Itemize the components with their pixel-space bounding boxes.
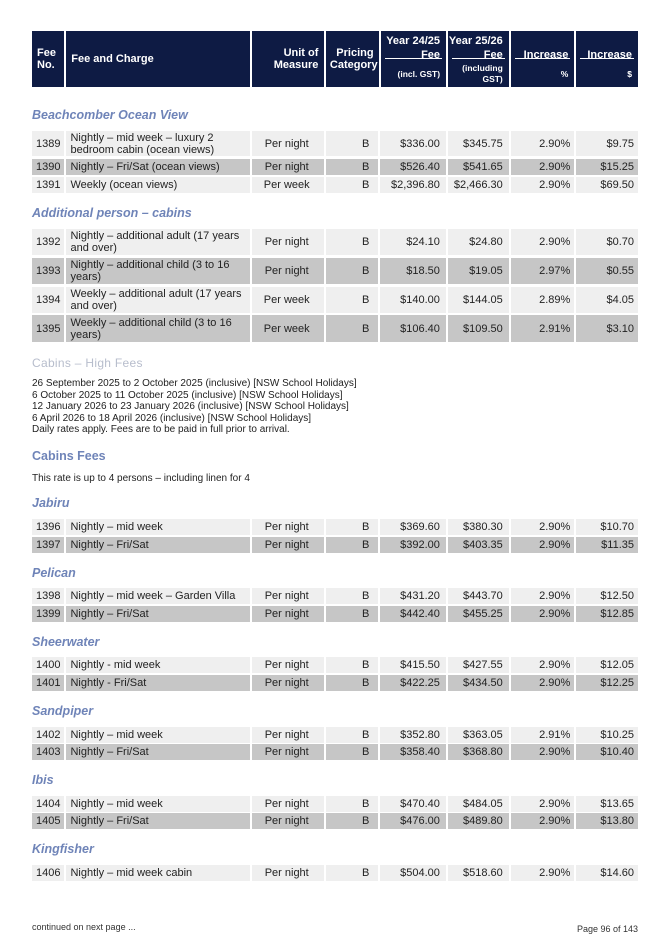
increase-dollar-cell: $69.50 bbox=[576, 177, 638, 193]
header-pricing-line2: Category bbox=[329, 59, 378, 71]
pricing-category-cell: B bbox=[326, 287, 379, 313]
pricing-category-cell: B bbox=[326, 177, 379, 193]
fee-2526-cell: $403.35 bbox=[448, 537, 509, 553]
header-y2425-sub: (incl. GST) bbox=[397, 69, 441, 79]
pricing-category-cell: B bbox=[326, 796, 379, 812]
table-row bbox=[32, 537, 638, 553]
fee-description-cell: Nightly – Fri/Sat bbox=[66, 606, 249, 622]
increase-pct-cell: 2.90% bbox=[511, 588, 575, 604]
pricing-category-cell: B bbox=[326, 813, 379, 829]
fee-2425-cell: $106.40 bbox=[380, 315, 446, 342]
table-row bbox=[32, 258, 638, 284]
fee-2425-cell: $358.40 bbox=[380, 744, 446, 760]
pricing-category-cell: B bbox=[326, 744, 379, 760]
fee-2425-cell: $422.25 bbox=[380, 675, 446, 691]
fee-no-cell: 1405 bbox=[32, 813, 64, 829]
increase-dollar-cell: $4.05 bbox=[576, 287, 638, 313]
increase-dollar-cell: $15.25 bbox=[576, 159, 638, 175]
fee-description-cell: Nightly – Fri/Sat (ocean views) bbox=[66, 159, 249, 175]
fee-2526-cell: $144.05 bbox=[448, 287, 509, 313]
continued-note: continued on next page ... bbox=[32, 922, 136, 932]
increase-pct-cell: 2.89% bbox=[511, 287, 575, 313]
header-y2526-mid: Fee bbox=[483, 49, 503, 61]
high-fees-line: 26 September 2025 to 2 October 2025 (inclusive) [NSW School Holidays] bbox=[32, 378, 357, 389]
fee-description-cell: Nightly – mid week bbox=[66, 796, 249, 812]
increase-dollar-cell: $11.35 bbox=[576, 537, 638, 553]
increase-pct-cell: 2.90% bbox=[511, 519, 575, 535]
section-sheerwater: Sheerwater bbox=[32, 635, 100, 649]
fee-no-cell: 1406 bbox=[32, 865, 64, 881]
increase-pct-cell: 2.90% bbox=[511, 657, 575, 673]
fee-no-cell: 1393 bbox=[32, 258, 64, 284]
fee-2425-cell: $476.00 bbox=[380, 813, 446, 829]
fee-2526-cell: $427.55 bbox=[448, 657, 509, 673]
increase-dollar-cell: $10.25 bbox=[576, 727, 638, 743]
fee-2425-cell: $392.00 bbox=[380, 537, 446, 553]
fee-description-cell: Nightly – mid week bbox=[66, 727, 249, 743]
fee-description-cell: Nightly – additional adult (17 years and over) bbox=[66, 229, 249, 255]
increase-dollar-cell: $3.10 bbox=[576, 315, 638, 342]
increase-dollar-cell: $10.70 bbox=[576, 519, 638, 535]
high-fees-line: 6 October 2025 to 11 October 2025 (inclusive) [NSW School Holidays] bbox=[32, 389, 343, 401]
header-y2425-top: Year 24/25 bbox=[386, 35, 441, 47]
high-fees-line: 6 April 2026 to 18 April 2026 (inclusive) [NSW School Holidays] bbox=[32, 412, 312, 424]
increase-pct-cell: 2.90% bbox=[511, 675, 575, 691]
fee-no-cell: 1389 bbox=[32, 131, 64, 156]
fee-2425-cell: $415.50 bbox=[380, 657, 446, 673]
fee-2425-cell: $526.40 bbox=[380, 159, 446, 175]
increase-dollar-cell: $13.65 bbox=[576, 796, 638, 812]
table-header bbox=[32, 31, 638, 87]
header-inc-dol-sub: $ bbox=[627, 69, 632, 79]
pricing-category-cell: B bbox=[326, 258, 379, 284]
pricing-category-cell: B bbox=[326, 131, 379, 156]
header-fee-no-line2: No. bbox=[37, 59, 55, 71]
increase-pct-cell: 2.90% bbox=[511, 159, 575, 175]
unit-cell: Per week bbox=[252, 287, 324, 313]
table-row bbox=[32, 588, 638, 604]
pricing-category-cell: B bbox=[326, 229, 379, 255]
increase-pct-cell: 2.90% bbox=[511, 229, 575, 255]
header-increase-pct bbox=[511, 31, 575, 87]
header-unit-line1: Unit of bbox=[283, 47, 319, 59]
unit-cell: Per night bbox=[252, 131, 324, 156]
fee-2526-cell: $345.75 bbox=[448, 131, 509, 156]
unit-cell: Per night bbox=[252, 865, 324, 881]
fee-2425-cell: $431.20 bbox=[380, 588, 446, 604]
header-increase-dollar bbox=[576, 31, 638, 87]
fee-description-cell: Nightly – mid week – Garden Villa bbox=[66, 588, 249, 604]
fee-2425-cell: $18.50 bbox=[380, 258, 446, 284]
unit-cell: Per week bbox=[252, 177, 324, 193]
unit-cell: Per night bbox=[252, 675, 324, 691]
header-fee-and-charge bbox=[66, 31, 250, 87]
fee-2526-cell: $455.25 bbox=[448, 606, 509, 622]
fee-description-cell: Nightly - mid week bbox=[66, 657, 249, 673]
table-row bbox=[32, 727, 638, 743]
section-ibis: Ibis bbox=[32, 773, 54, 787]
header-pricing bbox=[326, 31, 378, 87]
fee-no-cell: 1403 bbox=[32, 744, 64, 760]
increase-pct-cell: 2.90% bbox=[511, 865, 575, 881]
high-fees-line: 12 January 2026 to 23 January 2026 (inclusive) [NSW School Holidays] bbox=[32, 401, 349, 412]
fee-no-cell: 1390 bbox=[32, 159, 64, 175]
fee-no-cell: 1404 bbox=[32, 796, 64, 812]
fee-2526-cell: $19.05 bbox=[448, 258, 509, 284]
header-inc-pct-sub: % bbox=[560, 69, 569, 79]
increase-dollar-cell: $0.70 bbox=[576, 229, 638, 255]
unit-cell: Per night bbox=[252, 537, 324, 553]
fee-description-cell: Nightly – Fri/Sat bbox=[66, 744, 249, 760]
cabins-fees-note: This rate is up to 4 persons – including linen for 4 bbox=[32, 473, 250, 484]
pricing-category-cell: B bbox=[326, 865, 379, 881]
fee-description-cell: Weekly – additional adult (17 years and over) bbox=[66, 287, 249, 313]
fee-description-cell: Nightly – additional child (3 to 16 years) bbox=[66, 258, 249, 284]
increase-pct-cell: 2.90% bbox=[511, 537, 575, 553]
page-number: Page 96 of 143 bbox=[576, 924, 638, 934]
fee-description-cell: Nightly – mid week bbox=[66, 519, 249, 535]
section-additional-person: Additional person – cabins bbox=[32, 206, 192, 220]
fee-2425-cell: $336.00 bbox=[380, 131, 446, 156]
header-unit-line2: Measure bbox=[273, 59, 319, 71]
unit-cell: Per week bbox=[252, 315, 324, 342]
increase-dollar-cell: $12.05 bbox=[576, 657, 638, 673]
section-cabins-fees: Cabins Fees bbox=[32, 449, 106, 463]
fee-2425-cell: $442.40 bbox=[380, 606, 446, 622]
fee-2526-cell: $380.30 bbox=[448, 519, 509, 535]
fee-no-cell: 1397 bbox=[32, 537, 64, 553]
header-year-2526 bbox=[448, 31, 509, 87]
high-fees-line: Daily rates apply. Fees are to be paid in full prior to arrival. bbox=[32, 424, 290, 435]
header-y2425-divider bbox=[385, 58, 442, 59]
section-kingfisher: Kingfisher bbox=[32, 842, 94, 856]
increase-pct-cell: 2.90% bbox=[511, 131, 575, 156]
pricing-category-cell: B bbox=[326, 675, 379, 691]
header-inc-pct-top: Increase bbox=[523, 49, 569, 61]
increase-pct-cell: 2.90% bbox=[511, 177, 575, 193]
pricing-category-cell: B bbox=[326, 727, 379, 743]
fee-2526-cell: $109.50 bbox=[448, 315, 509, 342]
fee-description-cell: Nightly – Fri/Sat bbox=[66, 813, 249, 829]
fee-2526-cell: $363.05 bbox=[448, 727, 509, 743]
table-row bbox=[32, 287, 638, 313]
increase-pct-cell: 2.90% bbox=[511, 796, 575, 812]
header-y2526-sub1: (including bbox=[462, 63, 503, 73]
fee-2425-cell: $470.40 bbox=[380, 796, 446, 812]
header-pricing-line1: Pricing bbox=[336, 47, 374, 59]
unit-cell: Per night bbox=[252, 588, 324, 604]
fee-2425-cell: $352.80 bbox=[380, 727, 446, 743]
fee-2526-cell: $368.80 bbox=[448, 744, 509, 760]
table-row bbox=[32, 315, 638, 342]
unit-cell: Per night bbox=[252, 727, 324, 743]
fee-no-cell: 1400 bbox=[32, 657, 64, 673]
increase-dollar-cell: $12.50 bbox=[576, 588, 638, 604]
header-inc-dol-top: Increase bbox=[587, 49, 632, 61]
increase-pct-cell: 2.91% bbox=[511, 727, 575, 743]
table-row bbox=[32, 744, 638, 760]
table-row bbox=[32, 657, 638, 673]
unit-cell: Per night bbox=[252, 159, 324, 175]
section-pelican: Pelican bbox=[32, 566, 76, 580]
fee-no-cell: 1394 bbox=[32, 287, 64, 313]
increase-dollar-cell: $12.85 bbox=[576, 606, 638, 622]
fee-2425-cell: $504.00 bbox=[380, 865, 446, 881]
increase-dollar-cell: $10.40 bbox=[576, 744, 638, 760]
unit-cell: Per night bbox=[252, 229, 324, 255]
fee-description-cell: Weekly – additional child (3 to 16 years) bbox=[66, 315, 249, 342]
section-high-fees: Cabins – High Fees bbox=[32, 356, 143, 370]
fee-2526-cell: $484.05 bbox=[448, 796, 509, 812]
increase-dollar-cell: $14.60 bbox=[576, 865, 638, 881]
pricing-category-cell: B bbox=[326, 588, 379, 604]
fee-no-cell: 1391 bbox=[32, 177, 64, 193]
increase-pct-cell: 2.90% bbox=[511, 744, 575, 760]
table-row bbox=[32, 177, 638, 193]
fee-description-cell: Nightly – mid week – luxury 2 bedroom cabin (ocean views) bbox=[66, 131, 249, 156]
section-jabiru: Jabiru bbox=[32, 496, 70, 510]
table-row bbox=[32, 606, 638, 622]
header-inc-pct-divider bbox=[515, 58, 571, 59]
fee-no-cell: 1396 bbox=[32, 519, 64, 535]
unit-cell: Per night bbox=[252, 258, 324, 284]
pricing-category-cell: B bbox=[326, 537, 379, 553]
fee-description-cell: Nightly – mid week cabin bbox=[66, 865, 249, 881]
unit-cell: Per night bbox=[252, 606, 324, 622]
increase-dollar-cell: $9.75 bbox=[576, 131, 638, 156]
unit-cell: Per night bbox=[252, 657, 324, 673]
fee-2425-cell: $140.00 bbox=[380, 287, 446, 313]
pricing-category-cell: B bbox=[326, 657, 379, 673]
fee-no-cell: 1402 bbox=[32, 727, 64, 743]
section-beachcomber: Beachcomber Ocean View bbox=[32, 108, 188, 122]
unit-cell: Per night bbox=[252, 744, 324, 760]
header-fee-no-line1: Fee bbox=[37, 47, 56, 59]
header-y2526-top: Year 25/26 bbox=[448, 35, 503, 47]
fee-no-cell: 1392 bbox=[32, 229, 64, 255]
fee-2526-cell: $489.80 bbox=[448, 813, 509, 829]
increase-pct-cell: 2.91% bbox=[511, 315, 575, 342]
increase-dollar-cell: $13.80 bbox=[576, 813, 638, 829]
fee-description-cell: Nightly - Fri/Sat bbox=[66, 675, 249, 691]
fee-no-cell: 1395 bbox=[32, 315, 64, 342]
fee-2425-cell: $24.10 bbox=[380, 229, 446, 255]
header-year-2425 bbox=[381, 31, 446, 87]
header-inc-dol-divider bbox=[580, 58, 634, 59]
fee-no-cell: 1398 bbox=[32, 588, 64, 604]
table-row bbox=[32, 675, 638, 691]
table-row bbox=[32, 519, 638, 535]
section-sandpiper: Sandpiper bbox=[32, 704, 94, 718]
header-y2425-mid: Fee bbox=[421, 49, 441, 61]
unit-cell: Per night bbox=[252, 519, 324, 535]
unit-cell: Per night bbox=[252, 813, 324, 829]
fee-2526-cell: $541.65 bbox=[448, 159, 509, 175]
header-unit bbox=[252, 31, 324, 87]
header-y2526-sub2: GST) bbox=[482, 74, 503, 84]
fee-description-cell: Nightly – Fri/Sat bbox=[66, 537, 249, 553]
fee-2526-cell: $24.80 bbox=[448, 229, 509, 255]
fee-2526-cell: $434.50 bbox=[448, 675, 509, 691]
increase-pct-cell: 2.90% bbox=[511, 606, 575, 622]
table-row bbox=[32, 229, 638, 255]
pricing-category-cell: B bbox=[326, 315, 379, 342]
fee-2425-cell: $369.60 bbox=[380, 519, 446, 535]
table-row bbox=[32, 796, 638, 812]
header-fee-and-charge-label: Fee and Charge bbox=[71, 53, 154, 65]
fee-2526-cell: $443.70 bbox=[448, 588, 509, 604]
increase-pct-cell: 2.90% bbox=[511, 813, 575, 829]
table-row bbox=[32, 813, 638, 829]
pricing-category-cell: B bbox=[326, 159, 379, 175]
increase-dollar-cell: $12.25 bbox=[576, 675, 638, 691]
table-row bbox=[32, 131, 638, 156]
pricing-category-cell: B bbox=[326, 519, 379, 535]
fee-2425-cell: $2,396.80 bbox=[380, 177, 446, 193]
fee-2526-cell: $2,466.30 bbox=[448, 177, 509, 193]
increase-dollar-cell: $0.55 bbox=[576, 258, 638, 284]
high-fees-dates bbox=[32, 378, 357, 436]
fee-no-cell: 1399 bbox=[32, 606, 64, 622]
unit-cell: Per night bbox=[252, 796, 324, 812]
increase-pct-cell: 2.97% bbox=[511, 258, 575, 284]
fee-2526-cell: $518.60 bbox=[448, 865, 509, 881]
pricing-category-cell: B bbox=[326, 606, 379, 622]
fee-no-cell: 1401 bbox=[32, 675, 64, 691]
table-row bbox=[32, 159, 638, 175]
header-y2526-divider bbox=[452, 58, 505, 59]
fee-description-cell: Weekly (ocean views) bbox=[66, 177, 249, 193]
table-row bbox=[32, 865, 638, 881]
header-fee-no bbox=[32, 31, 64, 87]
